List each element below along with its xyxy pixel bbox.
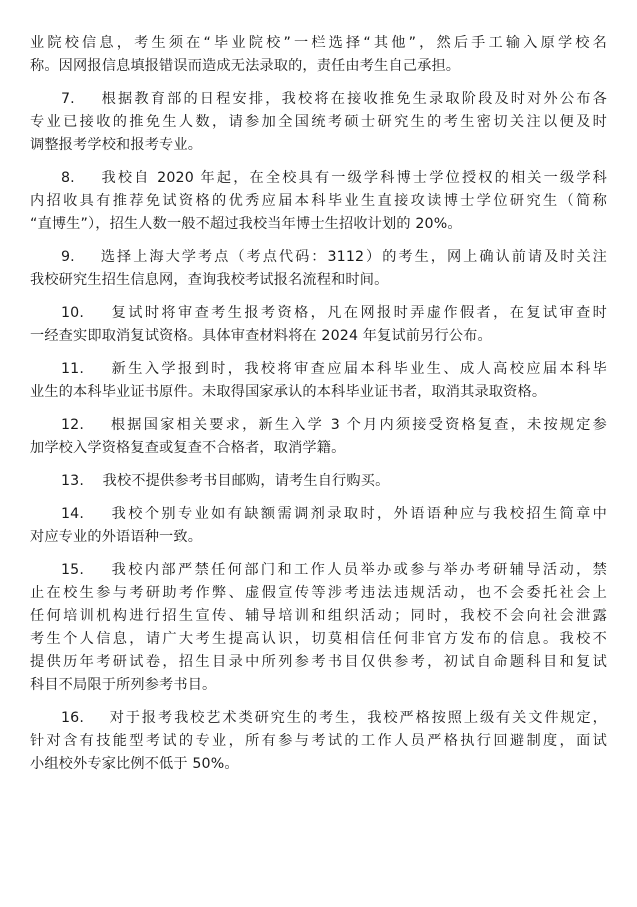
text-line: “直博生”），招生人数一般不超过我校当年博士生招收计划的 20%。: [30, 216, 462, 232]
text-line: 任何培训机构进行招生宣传、辅导培训和组织活动；同时，我校不会向社会泄露: [30, 608, 607, 624]
text-line: 称。因网报信息填报错误而造成无法录取的，责任由考生自己承担。: [30, 58, 461, 74]
text-line: 加学校入学资格复查或复查不合格者，取消学籍。: [30, 440, 346, 456]
text-line: 一经查实即取消复试资格。具体审查材料将在 2024 年复试前另行公布。: [30, 328, 492, 344]
text-line: 调整报考学校和报考专业。: [30, 137, 203, 153]
text-line: 小组校外专家比例不低于 50%。: [30, 756, 239, 772]
text-line: 8. 我校自 2020 年起，在全校具有一级学科博士学位授权的相关一级学科: [61, 170, 607, 186]
paragraph-16: [30, 707, 607, 776]
paragraph-12: [30, 414, 607, 460]
paragraph-8: [30, 167, 607, 236]
text-line: 业生的本科毕业证书原件。未取得国家承认的本科毕业证书者，取消其录取资格。: [30, 384, 547, 400]
text-line: 15. 我校内部严禁任何部门和工作人员举办或参与举办考研辅导活动，禁: [61, 562, 607, 578]
text-line: 7. 根据教育部的日程安排，我校将在接收推免生录取阶段及时对外公布各: [61, 91, 607, 107]
text-line: 14. 我校个别专业如有缺额需调剂录取时，外语语种应与我校招生简章中: [61, 506, 607, 522]
paragraph-14: [30, 503, 607, 549]
text-line: 我校研究生招生信息网，查询我校考试报名流程和时间。: [30, 272, 389, 288]
paragraph-10: [30, 302, 607, 348]
paragraph-13: [30, 470, 607, 493]
text-line: 针对含有技能型考试的专业，所有参与考试的工作人员严格执行回避制度，面试: [30, 733, 607, 749]
text-line: 业院校信息，考生须在“毕业院校”一栏选择“其他”，然后手工输入原学校名: [30, 35, 607, 51]
paragraph-9: [30, 246, 607, 292]
text-line: 对应专业的外语语种一致。: [30, 529, 203, 545]
text-line: 专业已接收的推免生人数，请参加全国统考硕士研究生的考生密切关注以便及时: [30, 114, 607, 130]
text-line: 内招收具有推荐免试资格的优秀应届本科毕业生直接攻读博士学位研究生（简称: [30, 193, 607, 209]
text-line: 止在校生参与考研助考作弊、虚假宣传等涉考违法违规活动，也不会委托社会上: [30, 585, 607, 601]
document-body: [30, 32, 607, 786]
text-line: 科目不局限于所列参考书目。: [30, 677, 217, 693]
text-line: 提供历年考研试卷，招生目录中所列参考书目仅供参考，初试自命题科目和复试: [30, 654, 607, 670]
paragraph-11: [30, 358, 607, 404]
text-line: 13. 我校不提供参考书目邮购，请考生自行购买。: [61, 473, 390, 489]
paragraph-7: [30, 88, 607, 157]
text-line: 考生个人信息，请广大考生提高认识，切莫相信任何非官方发布的信息。我校不: [30, 631, 607, 647]
paragraph-6-continuation: [30, 32, 607, 78]
paragraph-15: [30, 559, 607, 697]
text-line: 11. 新生入学报到时，我校将审查应届本科毕业生、成人高校应届本科毕: [61, 361, 607, 377]
text-line: 9. 选择上海大学考点（考点代码：3112）的考生，网上确认前请及时关注: [61, 249, 607, 265]
text-line: 16. 对于报考我校艺术类研究生的考生，我校严格按照上级有关文件规定，: [61, 710, 607, 726]
text-line: 12. 根据国家相关要求，新生入学 3 个月内须接受资格复查，未按规定参: [61, 417, 607, 433]
text-line: 10. 复试时将审查考生报考资格，凡在网报时弄虚作假者，在复试审查时: [61, 305, 607, 321]
